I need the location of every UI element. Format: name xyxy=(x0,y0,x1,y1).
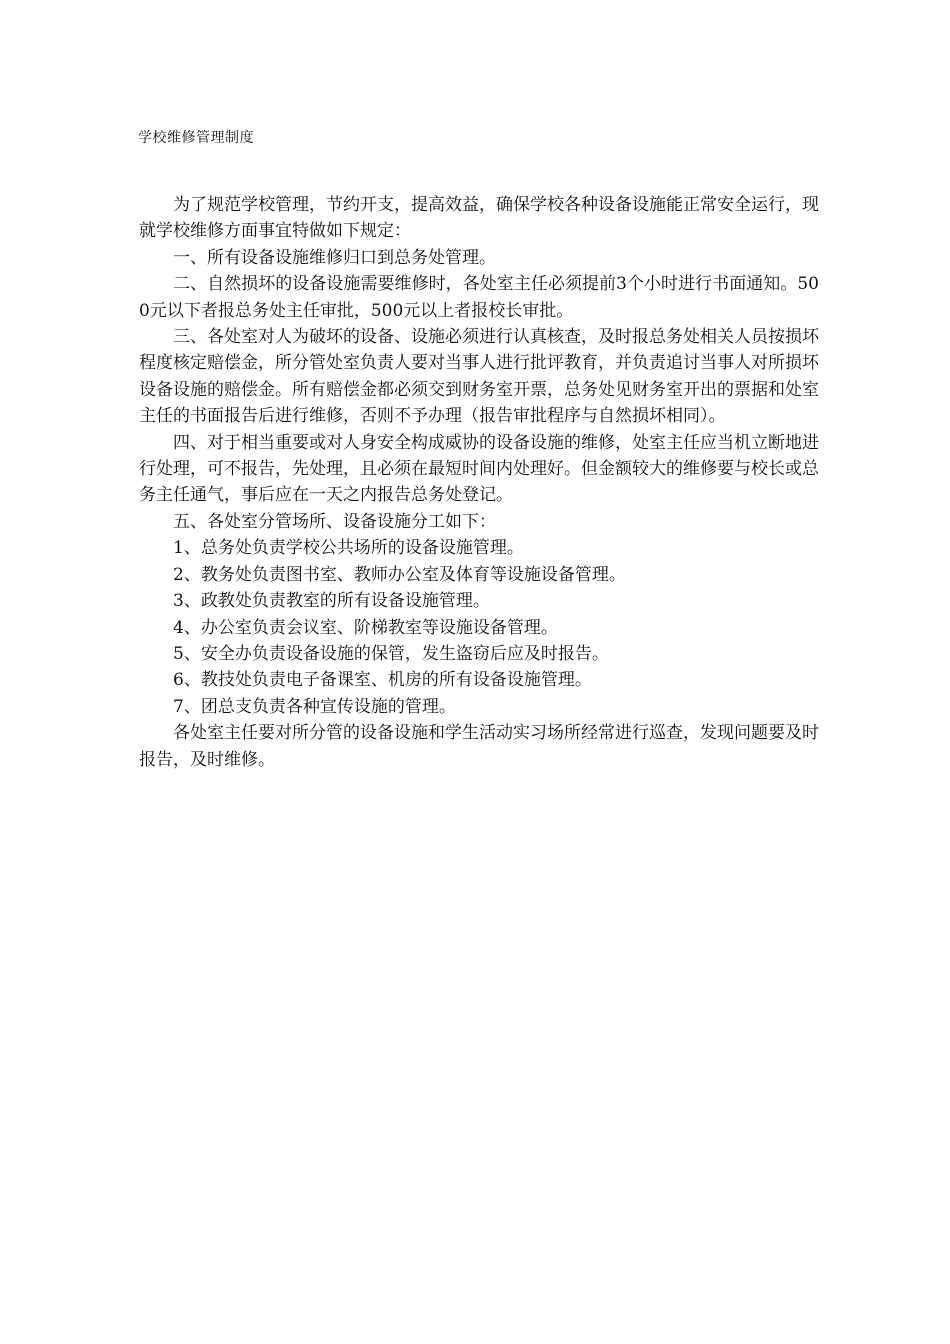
closing-paragraph: 各处室主任要对所分管的设备设施和学生活动实习场所经常进行巡查，发现问题要及时报告，及时维修。 xyxy=(139,723,819,770)
list-item: 4、办公室负责会议室、阶梯教室等设施设备管理。 xyxy=(173,617,558,638)
list-item: 5、安全办负责设备设施的保管，发生盗窃后应及时报告。 xyxy=(173,643,609,664)
list-item: 3、政教处负责教室的所有设备设施管理。 xyxy=(173,591,490,612)
rule-paragraph-4: 四、对于相当重要或对人身安全构成威协的设备设施的维修，处室主任应当机立断地进行处理，可不报告，先处理，且必须在最短时间内处理好。但金额较大的维修要与校长或总务主任通气，事后应在一天之内报告总务处登记。 xyxy=(139,432,819,506)
document-title: 学校维修管理制度 xyxy=(138,130,254,146)
list-item: 6、教技处负责电子备课室、机房的所有设备设施管理。 xyxy=(173,670,592,691)
rule-paragraph-2: 二、自然损坏的设备设施需要维修时，各处室主任必须提前3个小时进行书面通知。500元以下者报总务处主任审批，500元以上者报校长审批。 xyxy=(139,274,819,321)
rule-paragraph-1: 一、所有设备设施维修归口到总务处管理。 xyxy=(173,247,496,268)
list-item: 1、总务处负责学校公共场所的设备设施管理。 xyxy=(173,538,524,559)
rule-paragraph-5: 五、各处室分管场所、设备设施分工如下： xyxy=(173,511,496,532)
list-item: 7、团总支负责各种宣传设施的管理。 xyxy=(173,696,456,717)
rule-paragraph-3: 三、各处室对人为破坏的设备、设施必须进行认真核查，及时报总务处相关人员按损坏程度核定赔偿金，所分管处室负责人要对当事人进行批评教育，并负责追讨当事人对所损坏设备设施的赔偿金。所有赔偿金都必须交到财务室开票，总务处见财务室开出的票据和处室主任的书面报告后进行维修，否则不予办理（报告审批程序与自然损坏相同）。 xyxy=(139,327,819,427)
document-body xyxy=(139,192,819,773)
intro-paragraph: 为了规范学校管理，节约开支，提高效益，确保学校各种设备设施能正常安全运行，现就学校维修方面事宜特做如下规定： xyxy=(139,195,819,242)
list-item: 2、教务处负责图书室、教师办公室及体育等设施设备管理。 xyxy=(173,564,626,585)
